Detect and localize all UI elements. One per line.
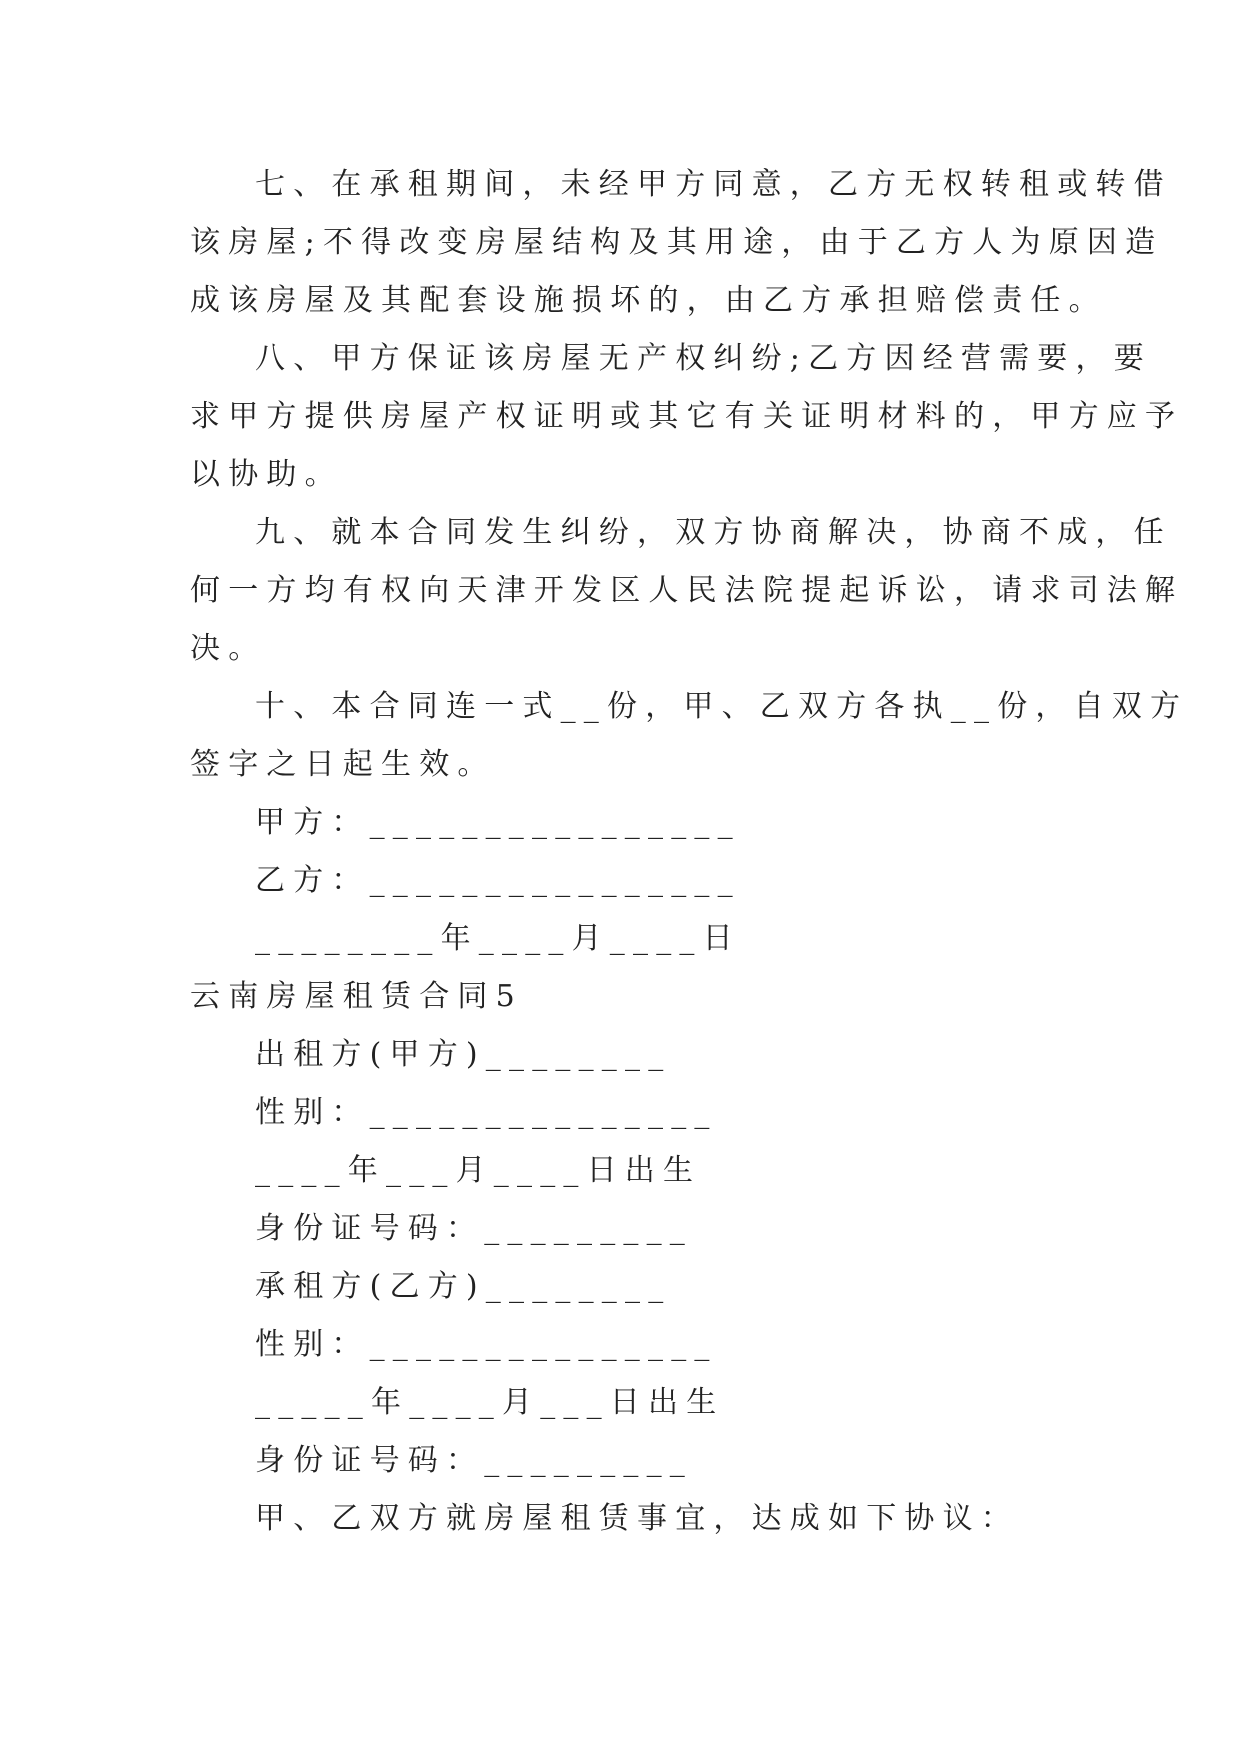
party-a-signature-line: 甲方：________________ [255, 805, 741, 840]
section-5 [190, 977, 1052, 1557]
clause-7-line-1: 七、在承租期间，未经甲方同意，乙方无权转租或转借 [255, 167, 1172, 202]
lessee-birth-line: _____年____月___日出生 [255, 1385, 725, 1420]
clause-7 [190, 165, 1172, 339]
clause-10-line-1: 十、本合同连一式__份，甲、乙双方各执__份，自双方 [255, 689, 1189, 724]
section-title: 云南房屋租赁合同5 [190, 979, 523, 1014]
lessor-gender-line: 性别：_______________ [255, 1095, 718, 1130]
clause-8-line-1: 八、甲方保证该房屋无产权纠纷;乙方因经营需要，要 [255, 341, 1152, 376]
signing-date-line: ________年____月____日 [255, 921, 741, 956]
lessee-id-line: 身份证号码：_________ [255, 1443, 693, 1478]
lessee-line: 承租方(乙方)________ [255, 1269, 672, 1304]
party-b-signature-line: 乙方：________________ [255, 863, 741, 898]
lessor-line: 出租方(甲方)________ [255, 1037, 672, 1072]
clause-9 [190, 513, 1184, 687]
clause-8-line-3: 以协助。 [190, 457, 343, 492]
clause-9-line-2: 何一方均有权向天津开发区人民法院提起诉讼，请求司法解 [190, 573, 1184, 608]
clause-7-line-2: 该房屋;不得改变房屋结构及其用途，由于乙方人为原因造 [190, 225, 1164, 260]
lessee-gender-line: 性别：_______________ [255, 1327, 718, 1362]
signature-block [190, 803, 1052, 977]
clause-8-line-2: 求甲方提供房屋产权证明或其它有关证明材料的，甲方应予 [190, 399, 1184, 434]
agreement-intro-line: 甲、乙双方就房屋租赁事宜，达成如下协议： [255, 1501, 1019, 1536]
lessor-birth-line: ____年___月____日出生 [255, 1153, 702, 1188]
clause-8 [190, 339, 1184, 513]
clause-7-line-3: 成该房屋及其配套设施损坏的，由乙方承担赔偿责任。 [190, 283, 1107, 318]
clause-9-line-3: 决。 [190, 631, 267, 666]
clause-9-line-1: 九、就本合同发生纠纷，双方协商解决，协商不成，任 [255, 515, 1172, 550]
clause-10 [190, 687, 1189, 803]
lessor-id-line: 身份证号码：_________ [255, 1211, 693, 1246]
clause-10-line-2: 签字之日起生效。 [190, 747, 496, 782]
